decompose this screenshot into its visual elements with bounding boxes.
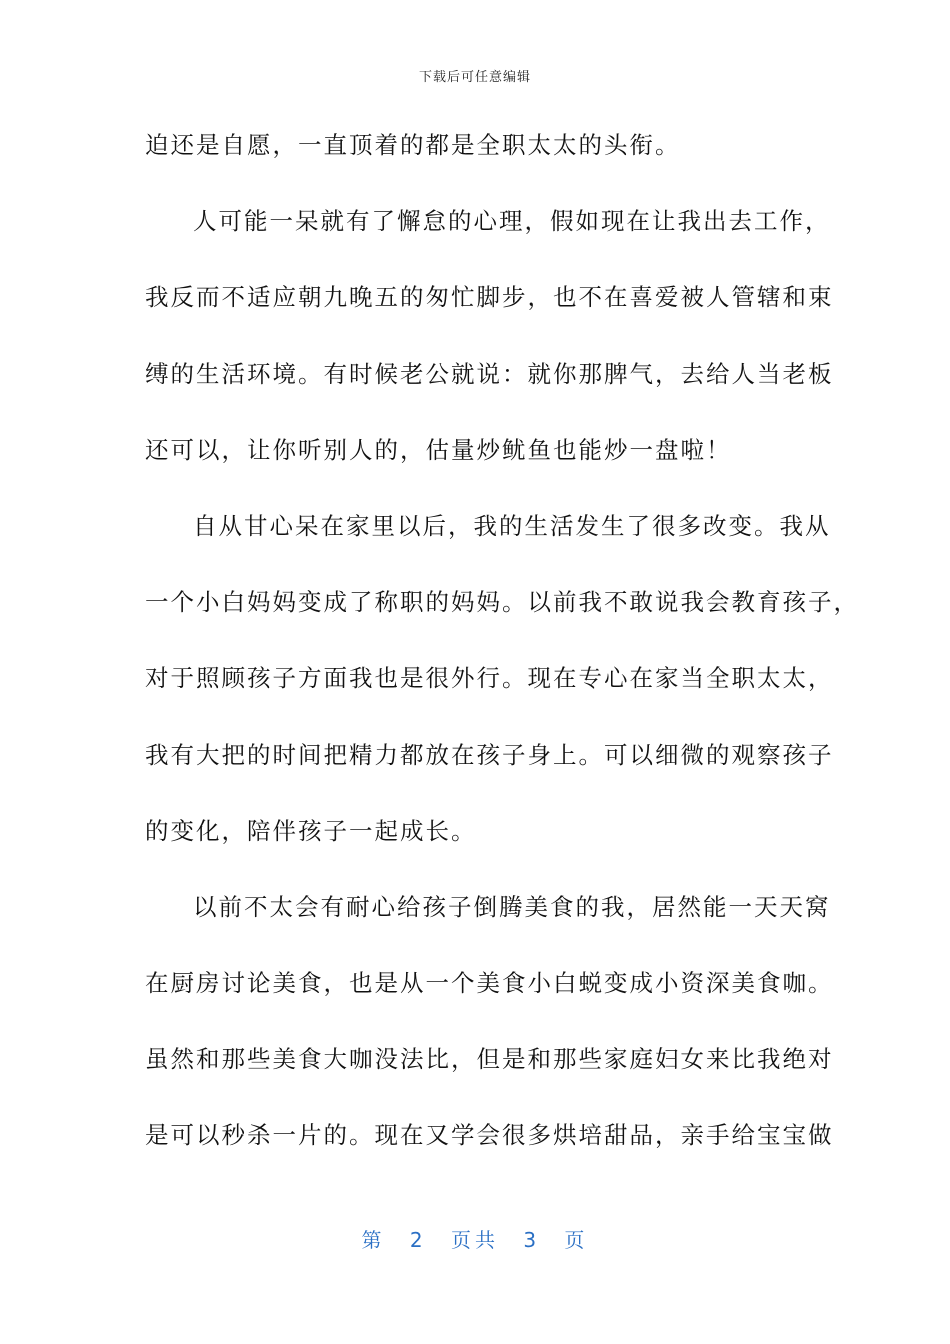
paragraph-line: 以前不太会有耐心给孩子倒腾美食的我，居然能一天天窝 [193,892,831,921]
paragraph-line: 缚的生活环境。有时候老公就说：就你那脾气，去给人当老板 [145,359,834,388]
paragraph-line: 还可以，让你听别人的，估量炒鱿鱼也能炒一盘啦！ [145,435,732,464]
paragraph-line: 的变化，陪伴孩子一起成长。 [145,816,477,845]
paragraph-line: 自从甘心呆在家里以后，我的生活发生了很多改变。我从 [193,511,831,540]
paragraph-line: 我反而不适应朝九晚五的匆忙脚步，也不在喜爱被人管辖和束 [145,283,834,312]
paragraph-line: 是可以秒杀一片的。现在又学会很多烘培甜品，亲手给宝宝做 [145,1121,834,1150]
paragraph-line: 在厨房讨论美食，也是从一个美食小白蜕变成小资深美食咖。 [145,969,834,998]
paragraph-line: 我有大把的时间把精力都放在孩子身上。可以细微的观察孩子 [145,740,834,769]
paragraph-line: 对于照顾孩子方面我也是很外行。现在专心在家当全职太太， [145,664,834,693]
document-body [145,120,859,1187]
page-number: 第 2 页共 3 页 [361,1228,589,1252]
page-header: 下载后可任意编辑 [418,70,531,85]
page-footer [0,1224,950,1253]
paragraph-line: 人可能一呆就有了懈怠的心理，假如现在让我出去工作， [193,207,831,236]
paragraph-line: 迫还是自愿，一直顶着的都是全职太太的头衔。 [145,131,681,159]
paragraph-line: 虽然和那些美食大咖没法比，但是和那些家庭妇女来比我绝对 [145,1045,834,1074]
paragraph-line: 一个小白妈妈变成了称职的妈妈。以前我不敢说我会教育孩子， [145,588,859,617]
